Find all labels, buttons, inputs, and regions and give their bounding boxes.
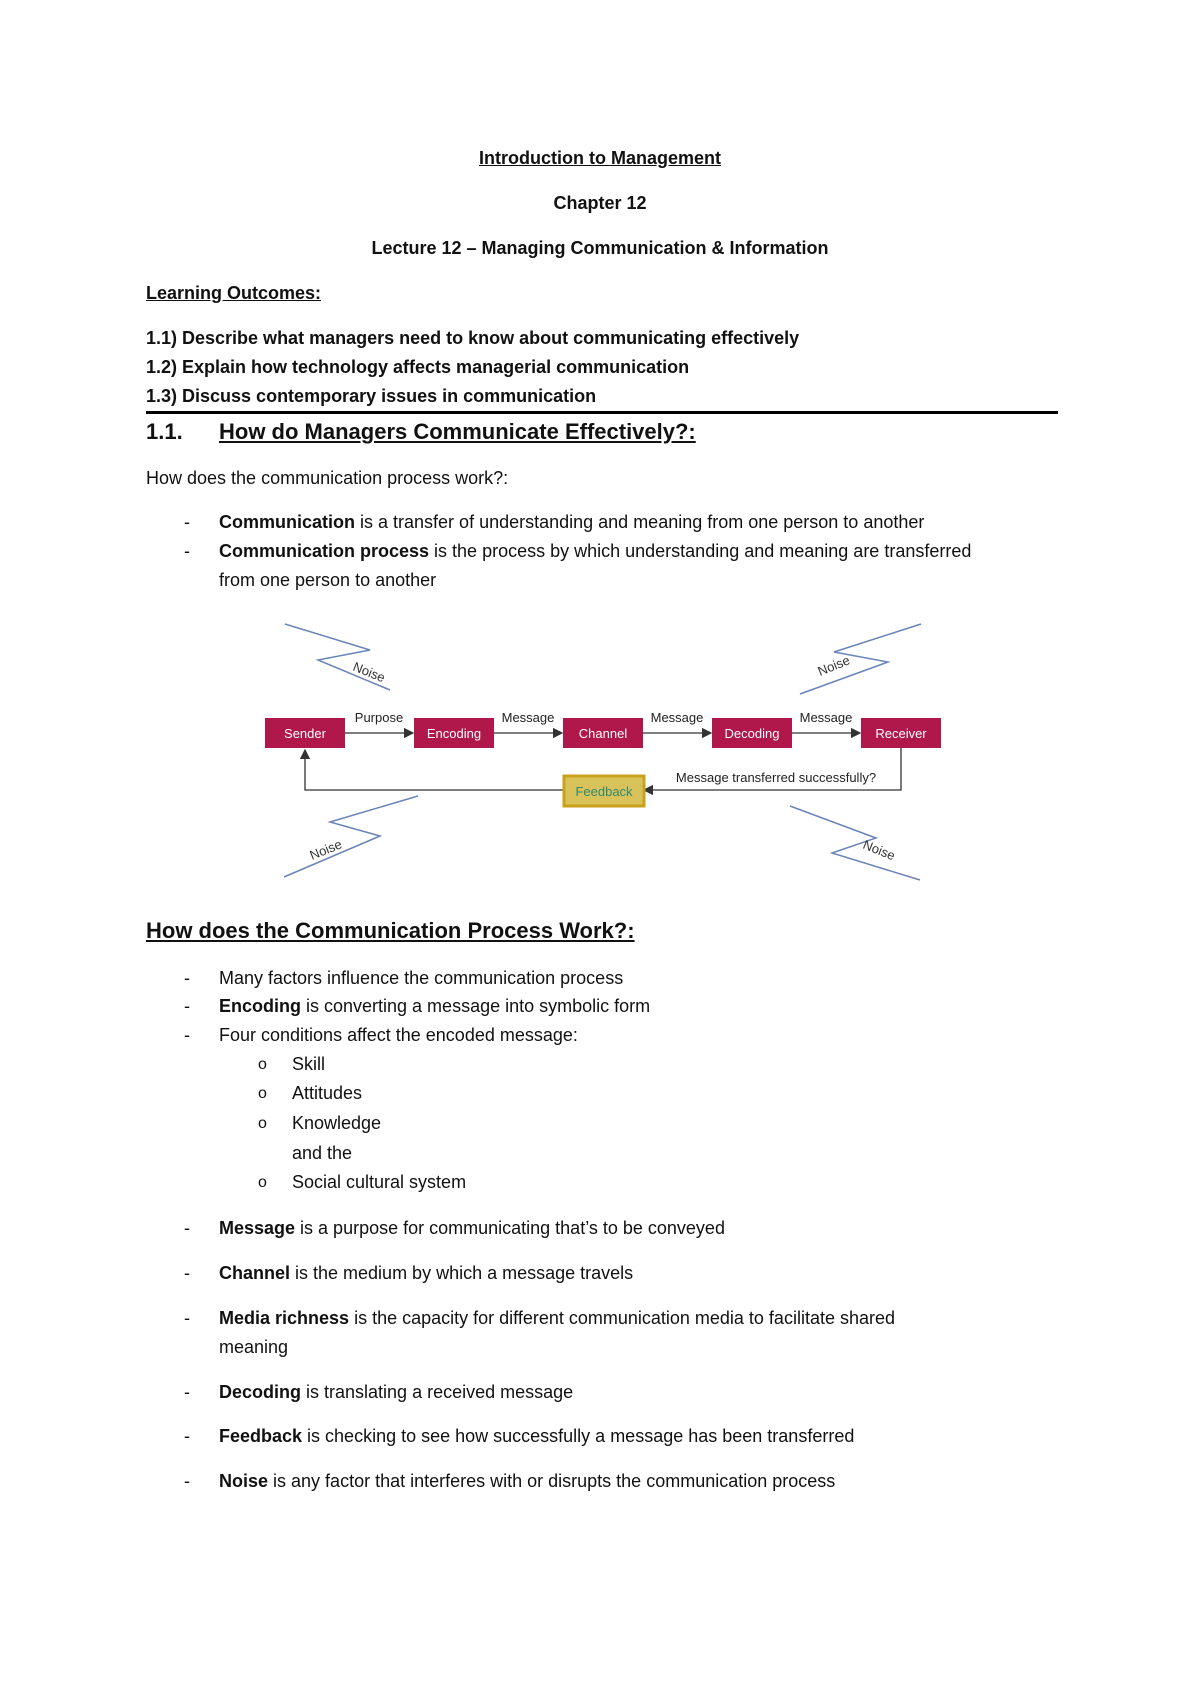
box-feedback [564,776,644,806]
feedback-to-sender-line [305,750,564,790]
condition-item: Attitudes [292,1083,363,1103]
box-feedback-label: Feedback [575,784,633,799]
noise-label-top-left: Noise [350,658,388,686]
dash-bullet: - [184,996,190,1016]
section-intro: How does the communication process work?: [146,468,509,488]
noise-zigzag-bottom-right [790,806,920,880]
list-item: Many factors influence the communication process [219,968,624,988]
arrow-label-purpose: Purpose [354,710,404,725]
definition-text: is the process by which understanding and meaning are transferred [429,541,972,561]
definition-continuation: from one person to another [219,570,437,590]
term: Channel [219,1263,291,1283]
definition-message [219,1218,725,1239]
section2-heading: How does the Communication Process Work?: [146,918,635,943]
term: Message [219,1218,296,1238]
definition-text: is the capacity for different communication media to facilitate shared [349,1308,896,1328]
noise-label-top-right: Noise [815,652,852,679]
dash-bullet: - [184,541,190,561]
dash-bullet: - [184,512,190,532]
definition-channel [219,1263,633,1284]
term: Noise [219,1471,269,1491]
section-number: 1.1. [146,419,183,444]
definition-noise [219,1471,835,1492]
definition-text: is a purpose for communicating that’s to be conveyed [295,1218,725,1238]
box-decoding-label: Decoding [724,726,780,741]
definition-text: is checking to see how successfully a message has been transferred [302,1426,855,1446]
list-item: Four conditions affect the encoded message: [219,1025,578,1045]
box-encoding-label: Encoding [426,726,482,741]
definition-text: is a transfer of understanding and meaning from one person to another [355,512,925,532]
dash-bullet: - [184,1025,190,1045]
outcome-2: 1.2) Explain how technology affects managerial communication [146,357,690,377]
noise-label-bottom-left: Noise [307,836,344,863]
outcome-3: 1.3) Discuss contemporary issues in communication [146,386,597,406]
box-encoding [414,718,494,748]
definition-text: is translating a received message [301,1382,574,1402]
dash-bullet: - [184,968,190,988]
circle-bullet: o [258,1056,267,1073]
list-item [219,996,650,1017]
course-title: Introduction to Management [479,148,721,168]
chapter-title: Chapter 12 [553,193,647,213]
definition-decoding [219,1382,573,1403]
definition-media-richness [219,1308,895,1329]
outcome-1: 1.1) Describe what managers need to know about communicating effectively [146,328,800,348]
definition-text: is converting a message into symbolic form [301,996,651,1016]
condition-connector: and the [292,1143,353,1163]
box-channel [563,718,643,748]
dash-bullet: - [184,1308,190,1328]
arrow-label-message-3: Message [799,710,853,725]
definition-continuation: meaning [219,1337,289,1357]
term: Decoding [219,1382,302,1402]
term: Communication [219,512,356,532]
box-decoding [712,718,792,748]
term: Feedback [219,1426,303,1446]
definition-text: is any factor that interferes with or disrupts the communication process [268,1471,836,1491]
dash-bullet: - [184,1218,190,1238]
circle-bullet: o [258,1115,267,1132]
dash-bullet: - [184,1471,190,1491]
circle-bullet: o [258,1174,267,1191]
definition-text: is the medium by which a message travels [290,1263,634,1283]
arrow-label-message-2: Message [650,710,704,725]
box-sender [265,718,345,748]
condition-item: Social cultural system [292,1172,467,1192]
definition-feedback [219,1426,854,1447]
feedback-question: Message transferred successfully? [675,770,877,785]
dash-bullet: - [184,1426,190,1446]
term: Encoding [219,996,301,1016]
term: Communication process [219,541,430,561]
dash-bullet: - [184,1382,190,1402]
condition-item: Skill [292,1054,326,1074]
arrow-label-message-1: Message [501,710,555,725]
section-heading: How do Managers Communicate Effectively?: [219,419,696,444]
condition-item: Knowledge [292,1113,382,1133]
noise-zigzag-top-right [800,624,921,694]
box-sender-label: Sender [284,726,326,741]
lecture-title: Lecture 12 – Managing Communication & Information [371,238,829,258]
dash-bullet: - [184,1263,190,1283]
term: Media richness [219,1308,350,1328]
outcomes-title: Learning Outcomes: [146,283,322,303]
noise-label-bottom-right: Noise [860,836,898,864]
box-receiver-label: Receiver [875,726,927,741]
circle-bullet: o [258,1085,267,1102]
box-channel-label: Channel [578,726,628,741]
noise-zigzag-bottom-left [284,796,418,877]
box-receiver [861,718,941,748]
